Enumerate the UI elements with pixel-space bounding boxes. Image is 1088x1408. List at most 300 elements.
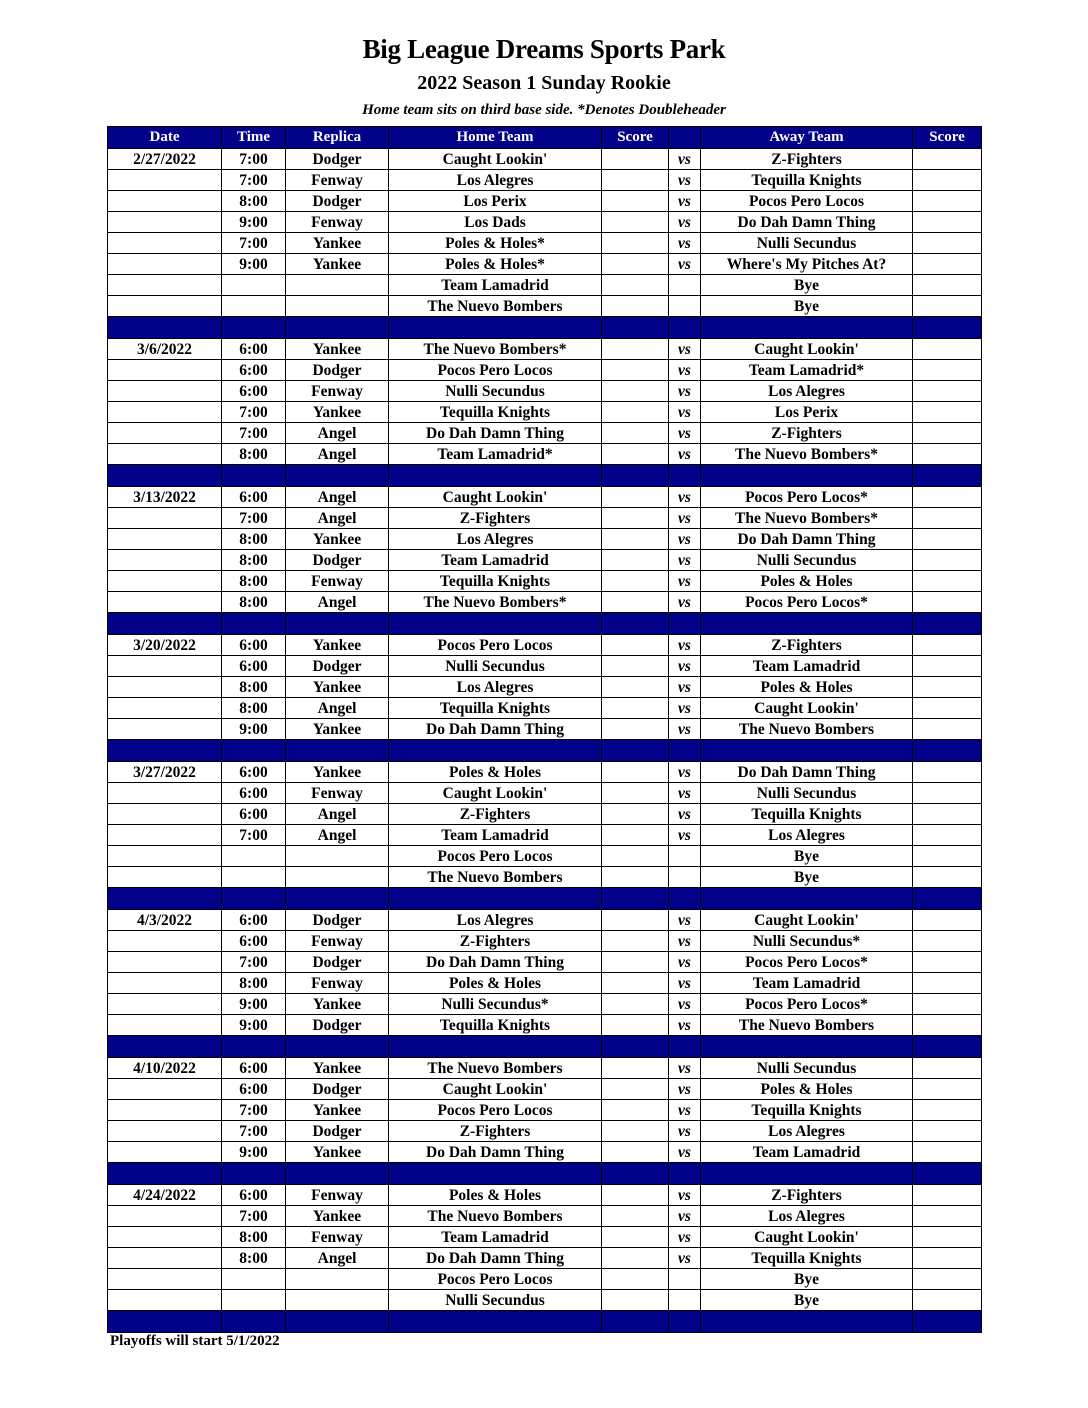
game-replica: Fenway [286, 1185, 389, 1206]
game-date: 3/20/2022 [108, 635, 222, 656]
game-time [222, 846, 286, 867]
game-date [108, 1227, 222, 1248]
separator-cell [701, 740, 913, 762]
away-score [913, 550, 982, 571]
game-date [108, 275, 222, 296]
home-team: Pocos Pero Locos [389, 1269, 602, 1290]
away-team: Poles & Holes [701, 677, 913, 698]
vs-label: vs [669, 825, 701, 846]
home-team: Los Alegres [389, 677, 602, 698]
vs-label: vs [669, 339, 701, 360]
game-replica: Angel [286, 698, 389, 719]
game-replica: Yankee [286, 635, 389, 656]
away-score [913, 635, 982, 656]
vs-label: vs [669, 973, 701, 994]
vs-label: vs [669, 1206, 701, 1227]
game-date [108, 1248, 222, 1269]
home-score [602, 867, 669, 888]
game-date [108, 508, 222, 529]
game-time: 9:00 [222, 254, 286, 275]
game-date [108, 550, 222, 571]
game-replica: Fenway [286, 170, 389, 191]
game-replica: Angel [286, 592, 389, 613]
away-team: Team Lamadrid [701, 656, 913, 677]
away-team: Pocos Pero Locos [701, 191, 913, 212]
game-replica: Yankee [286, 677, 389, 698]
table-row [108, 783, 982, 804]
home-team: Do Dah Damn Thing [389, 423, 602, 444]
home-team: Do Dah Damn Thing [389, 719, 602, 740]
table-row [108, 275, 982, 296]
home-team: The Nuevo Bombers* [389, 592, 602, 613]
game-time: 7:00 [222, 952, 286, 973]
game-date [108, 846, 222, 867]
game-date [108, 1100, 222, 1121]
schedule-body [108, 149, 982, 1333]
schedule-table [107, 126, 982, 1333]
col-header-home-score: Score [602, 127, 669, 149]
week-separator [108, 613, 982, 635]
game-time: 8:00 [222, 1227, 286, 1248]
table-row [108, 592, 982, 613]
game-date [108, 952, 222, 973]
home-score [602, 1206, 669, 1227]
game-date: 3/13/2022 [108, 487, 222, 508]
vs-label: vs [669, 677, 701, 698]
vs-label: vs [669, 170, 701, 191]
game-time: 8:00 [222, 1248, 286, 1269]
game-replica: Fenway [286, 571, 389, 592]
separator-cell [602, 317, 669, 339]
away-team: Los Alegres [701, 1206, 913, 1227]
game-date [108, 783, 222, 804]
vs-label: vs [669, 592, 701, 613]
home-team: Team Lamadrid [389, 275, 602, 296]
away-team: Tequilla Knights [701, 170, 913, 191]
home-team: Los Alegres [389, 170, 602, 191]
table-row [108, 1269, 982, 1290]
away-score [913, 1058, 982, 1079]
separator-cell [286, 465, 389, 487]
away-score [913, 677, 982, 698]
away-score [913, 804, 982, 825]
game-date [108, 973, 222, 994]
away-score [913, 529, 982, 550]
game-time: 8:00 [222, 550, 286, 571]
table-row [108, 1142, 982, 1163]
separator-cell [108, 317, 222, 339]
vs-label: vs [669, 1100, 701, 1121]
week-separator [108, 740, 982, 762]
home-team: Z-Fighters [389, 1121, 602, 1142]
away-team: Nulli Secundus* [701, 931, 913, 952]
home-team: Nulli Secundus [389, 381, 602, 402]
home-team: Do Dah Damn Thing [389, 1248, 602, 1269]
game-replica [286, 867, 389, 888]
table-row [108, 931, 982, 952]
week-separator [108, 1311, 982, 1333]
separator-cell [701, 1163, 913, 1185]
away-score [913, 571, 982, 592]
home-score [602, 381, 669, 402]
header-row [108, 127, 982, 149]
game-time: 6:00 [222, 804, 286, 825]
table-row [108, 550, 982, 571]
game-time: 7:00 [222, 402, 286, 423]
vs-label [669, 275, 701, 296]
game-date: 4/24/2022 [108, 1185, 222, 1206]
separator-cell [913, 1036, 982, 1058]
table-row [108, 994, 982, 1015]
away-score [913, 339, 982, 360]
away-score [913, 1121, 982, 1142]
home-score [602, 487, 669, 508]
separator-cell [913, 1163, 982, 1185]
separator-cell [602, 740, 669, 762]
game-time: 7:00 [222, 1100, 286, 1121]
away-team: Nulli Secundus [701, 233, 913, 254]
game-time: 9:00 [222, 1015, 286, 1036]
game-time: 7:00 [222, 1121, 286, 1142]
game-replica: Dodger [286, 910, 389, 931]
separator-cell [701, 465, 913, 487]
week-separator [108, 317, 982, 339]
game-time [222, 275, 286, 296]
separator-cell [108, 1163, 222, 1185]
separator-cell [602, 1163, 669, 1185]
away-score [913, 149, 982, 170]
week-separator [108, 888, 982, 910]
away-score [913, 973, 982, 994]
separator-cell [389, 613, 602, 635]
game-replica: Yankee [286, 339, 389, 360]
separator-cell [389, 1036, 602, 1058]
game-date [108, 444, 222, 465]
home-score [602, 846, 669, 867]
home-team: Z-Fighters [389, 931, 602, 952]
game-time: 8:00 [222, 191, 286, 212]
away-team: Poles & Holes [701, 1079, 913, 1100]
vs-label: vs [669, 1015, 701, 1036]
home-team: Poles & Holes* [389, 254, 602, 275]
vs-label: vs [669, 149, 701, 170]
separator-cell [222, 740, 286, 762]
table-row [108, 1248, 982, 1269]
game-replica: Angel [286, 825, 389, 846]
vs-label: vs [669, 1142, 701, 1163]
game-replica: Fenway [286, 212, 389, 233]
table-row [108, 677, 982, 698]
vs-label [669, 846, 701, 867]
separator-cell [222, 1036, 286, 1058]
game-replica: Yankee [286, 762, 389, 783]
game-replica: Fenway [286, 931, 389, 952]
vs-label: vs [669, 191, 701, 212]
game-date [108, 360, 222, 381]
away-team: Los Alegres [701, 825, 913, 846]
playoffs-note: Playoffs will start 5/1/2022 [110, 1333, 280, 1349]
table-row [108, 635, 982, 656]
game-date [108, 698, 222, 719]
game-date: 3/6/2022 [108, 339, 222, 360]
home-team: Caught Lookin' [389, 1079, 602, 1100]
separator-cell [913, 613, 982, 635]
game-date [108, 170, 222, 191]
game-time: 6:00 [222, 762, 286, 783]
game-time: 8:00 [222, 571, 286, 592]
vs-label: vs [669, 910, 701, 931]
home-team: Team Lamadrid [389, 825, 602, 846]
game-date [108, 994, 222, 1015]
away-team: Bye [701, 846, 913, 867]
home-team: The Nuevo Bombers* [389, 339, 602, 360]
home-team: Pocos Pero Locos [389, 1100, 602, 1121]
vs-label [669, 296, 701, 317]
vs-label: vs [669, 952, 701, 973]
game-time: 7:00 [222, 149, 286, 170]
away-score [913, 191, 982, 212]
table-row [108, 423, 982, 444]
away-score [913, 508, 982, 529]
table-row [108, 339, 982, 360]
separator-cell [669, 613, 701, 635]
game-time: 9:00 [222, 212, 286, 233]
game-date: 3/27/2022 [108, 762, 222, 783]
vs-label: vs [669, 529, 701, 550]
game-date [108, 592, 222, 613]
vs-label [669, 1269, 701, 1290]
game-time: 8:00 [222, 677, 286, 698]
away-score [913, 931, 982, 952]
game-date: 4/3/2022 [108, 910, 222, 931]
home-score [602, 149, 669, 170]
game-time: 6:00 [222, 1079, 286, 1100]
home-score [602, 910, 669, 931]
separator-cell [108, 740, 222, 762]
separator-cell [602, 1036, 669, 1058]
separator-cell [602, 465, 669, 487]
home-score [602, 1015, 669, 1036]
table-row [108, 296, 982, 317]
separator-cell [108, 1036, 222, 1058]
away-team: Los Alegres [701, 381, 913, 402]
home-score [602, 529, 669, 550]
separator-cell [602, 1311, 669, 1333]
away-score [913, 1269, 982, 1290]
vs-label: vs [669, 1227, 701, 1248]
away-team: Tequilla Knights [701, 1100, 913, 1121]
home-team: Caught Lookin' [389, 783, 602, 804]
game-time: 6:00 [222, 339, 286, 360]
away-score [913, 910, 982, 931]
table-row [108, 952, 982, 973]
away-score [913, 360, 982, 381]
home-score [602, 508, 669, 529]
game-time [222, 1290, 286, 1311]
separator-cell [669, 465, 701, 487]
table-row [108, 846, 982, 867]
separator-cell [108, 465, 222, 487]
game-replica: Dodger [286, 1015, 389, 1036]
game-replica: Dodger [286, 656, 389, 677]
game-replica: Angel [286, 804, 389, 825]
game-replica: Yankee [286, 402, 389, 423]
away-score [913, 783, 982, 804]
table-row [108, 1290, 982, 1311]
vs-label: vs [669, 1248, 701, 1269]
away-team: Los Perix [701, 402, 913, 423]
away-team: Pocos Pero Locos* [701, 994, 913, 1015]
vs-label: vs [669, 804, 701, 825]
home-team: Tequilla Knights [389, 1015, 602, 1036]
home-team: Tequilla Knights [389, 698, 602, 719]
home-score [602, 931, 669, 952]
separator-cell [701, 613, 913, 635]
home-score [602, 994, 669, 1015]
game-date: 4/10/2022 [108, 1058, 222, 1079]
table-row [108, 910, 982, 931]
home-team: Nulli Secundus* [389, 994, 602, 1015]
home-score [602, 170, 669, 191]
game-date [108, 1121, 222, 1142]
vs-label: vs [669, 1058, 701, 1079]
game-time: 6:00 [222, 635, 286, 656]
vs-label: vs [669, 1079, 701, 1100]
table-row [108, 508, 982, 529]
home-score [602, 1269, 669, 1290]
away-score [913, 1206, 982, 1227]
game-time: 9:00 [222, 994, 286, 1015]
vs-label: vs [669, 994, 701, 1015]
home-score [602, 677, 669, 698]
separator-cell [701, 888, 913, 910]
away-team: Z-Fighters [701, 149, 913, 170]
separator-cell [286, 888, 389, 910]
home-score [602, 698, 669, 719]
separator-cell [222, 317, 286, 339]
home-score [602, 191, 669, 212]
home-team: Poles & Holes* [389, 233, 602, 254]
separator-cell [286, 740, 389, 762]
away-score [913, 846, 982, 867]
game-replica: Yankee [286, 233, 389, 254]
away-score [913, 381, 982, 402]
home-team: The Nuevo Bombers [389, 1058, 602, 1079]
home-score [602, 296, 669, 317]
separator-cell [222, 1311, 286, 1333]
table-row [108, 149, 982, 170]
separator-cell [389, 740, 602, 762]
game-date [108, 191, 222, 212]
vs-label: vs [669, 487, 701, 508]
game-time [222, 296, 286, 317]
away-score [913, 444, 982, 465]
away-team: Team Lamadrid [701, 1142, 913, 1163]
separator-cell [286, 1163, 389, 1185]
away-team: Caught Lookin' [701, 910, 913, 931]
table-row [108, 381, 982, 402]
home-score [602, 635, 669, 656]
vs-label: vs [669, 1121, 701, 1142]
home-team: Team Lamadrid* [389, 444, 602, 465]
away-score [913, 1248, 982, 1269]
separator-cell [222, 465, 286, 487]
game-date [108, 254, 222, 275]
game-replica: Yankee [286, 254, 389, 275]
game-replica: Angel [286, 444, 389, 465]
separator-cell [286, 613, 389, 635]
home-team: Los Dads [389, 212, 602, 233]
vs-label: vs [669, 656, 701, 677]
separator-cell [669, 1163, 701, 1185]
home-score [602, 233, 669, 254]
home-score [602, 762, 669, 783]
game-time: 9:00 [222, 1142, 286, 1163]
separator-cell [222, 888, 286, 910]
away-team: The Nuevo Bombers [701, 1015, 913, 1036]
table-row [108, 1015, 982, 1036]
away-team: Caught Lookin' [701, 339, 913, 360]
game-replica: Yankee [286, 719, 389, 740]
separator-cell [602, 613, 669, 635]
separator-cell [669, 1311, 701, 1333]
separator-cell [389, 1311, 602, 1333]
separator-cell [913, 740, 982, 762]
vs-label: vs [669, 762, 701, 783]
home-score [602, 275, 669, 296]
home-team: Team Lamadrid [389, 1227, 602, 1248]
separator-cell [286, 1311, 389, 1333]
table-row [108, 444, 982, 465]
vs-label: vs [669, 402, 701, 423]
game-time: 8:00 [222, 592, 286, 613]
game-time: 8:00 [222, 529, 286, 550]
away-score [913, 592, 982, 613]
col-header-away-score: Score [913, 127, 982, 149]
away-team: Team Lamadrid* [701, 360, 913, 381]
home-score [602, 1248, 669, 1269]
table-row [108, 212, 982, 233]
page-title: Big League Dreams Sports Park [362, 34, 726, 64]
game-date [108, 1206, 222, 1227]
home-team: Z-Fighters [389, 804, 602, 825]
vs-label: vs [669, 423, 701, 444]
table-row [108, 1121, 982, 1142]
home-score [602, 1290, 669, 1311]
home-score [602, 550, 669, 571]
away-score [913, 170, 982, 191]
vs-label: vs [669, 381, 701, 402]
separator-cell [701, 1311, 913, 1333]
table-row [108, 1227, 982, 1248]
game-date [108, 677, 222, 698]
home-score [602, 1058, 669, 1079]
away-team: Tequilla Knights [701, 1248, 913, 1269]
away-team: Nulli Secundus [701, 783, 913, 804]
vs-label: vs [669, 635, 701, 656]
game-replica: Fenway [286, 381, 389, 402]
home-score [602, 212, 669, 233]
game-date [108, 381, 222, 402]
game-time: 6:00 [222, 910, 286, 931]
home-score [602, 1227, 669, 1248]
vs-label [669, 1290, 701, 1311]
table-row [108, 973, 982, 994]
away-score [913, 867, 982, 888]
home-team: Tequilla Knights [389, 571, 602, 592]
game-replica: Dodger [286, 952, 389, 973]
table-row [108, 825, 982, 846]
